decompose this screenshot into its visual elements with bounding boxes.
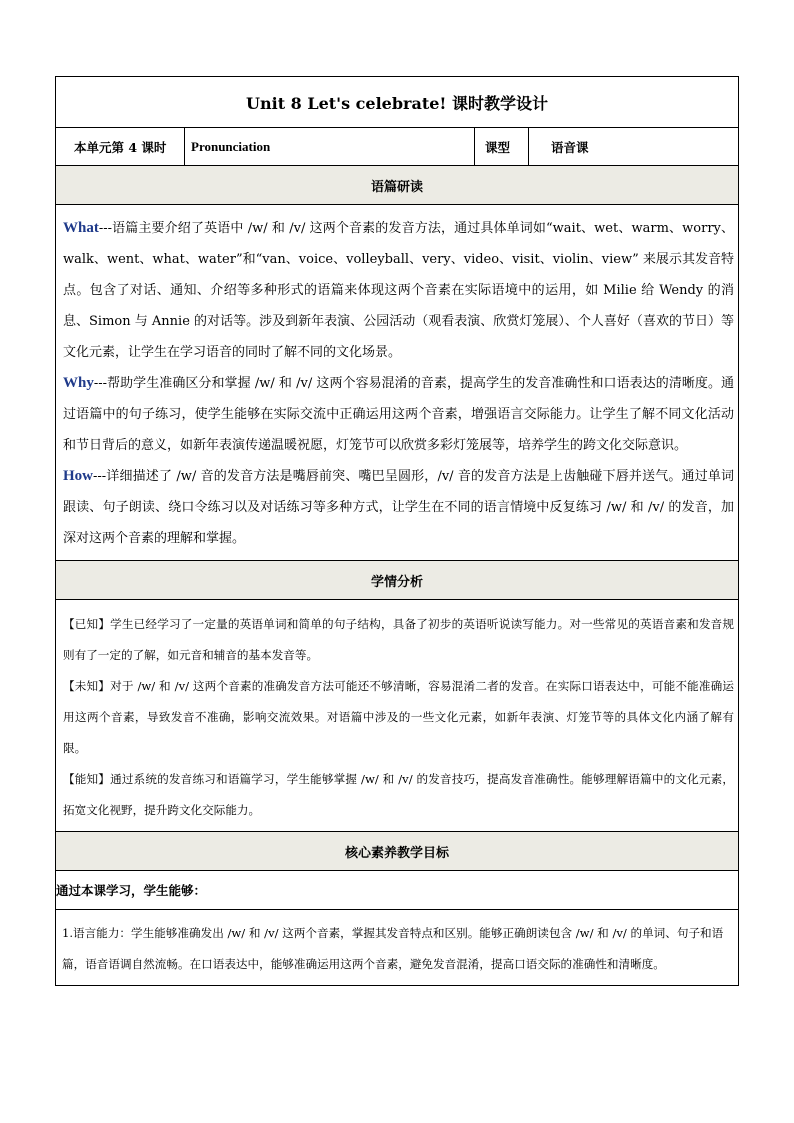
why-label: Why — [63, 375, 94, 391]
learner-analysis-content — [56, 600, 739, 832]
unknown-paragraph: 【未知】对于 /w/ 和 /v/ 这两个音素的准确发音方法可能还不够清晰，容易混淆二者的发音。在实际口语表达中，可能不能准确运用这两个音素，导致发音不准确，影响交流效果。对语篇中涉及的一些文化元素，如新年表演、灯笼节等的具体文化内涵了解有限。 — [63, 679, 735, 755]
why-paragraph — [63, 368, 734, 461]
document-title: Unit 8 Let's celebrate! 课时教学设计 — [56, 77, 739, 128]
text-study-content — [56, 205, 739, 561]
what-text: ---语篇主要介绍了英语中 /w/ 和 /v/ 这两个音素的发音方法，通过具体单词如“wait、wet、warm、worry、walk、went、what、water”和“van、voice、volleyball、very、video、visit、violin、view” 来展示其发音特点。包含了对话、通知、介绍等多种形式的语篇来体现这两个音素在实际语境中的运用，如 Milie 给 Wendy 的消息、Simon 与 Annie 的对话等。涉及到新年表演、公园活动（观看表演、欣赏灯笼展）、个人喜好（喜欢的节日）等文化元素，让学生在学习语音的同时了解不同的文化场景。 — [63, 221, 735, 360]
section-heading-learner-analysis: 学情分析 — [56, 561, 739, 600]
how-text: ---详细描述了 /w/ 音的发音方法是嘴唇前突、嘴巴呈圆形，/v/ 音的发音方法是上齿触碰下唇并送气。通过单词跟读、句子朗读、绕口令练习以及对话练习等多种方式，让学生在不同的语言情境中反复练习 /w/ 和 /v/ 的发音，加深对这两个音素的理解和掌握。 — [63, 469, 735, 546]
lesson-type-label: 课型 — [475, 128, 529, 166]
known-paragraph: 【已知】学生已经学习了一定量的英语单词和简单的句子结构，具备了初步的英语听说读写能力。对一些常见的英语音素和发音规则有了一定的了解，如元音和辅音的基本发音等。 — [63, 617, 735, 662]
able-paragraph: 【能知】通过系统的发音练习和语篇学习，学生能够掌握 /w/ 和 /v/ 的发音技巧，提高发音准确性。能够理解语篇中的文化元素，拓宽文化视野，提升跨文化交际能力。 — [63, 772, 735, 817]
lesson-topic: Pronunciation — [185, 128, 475, 166]
section-heading-core-goals: 核心素养教学目标 — [56, 832, 739, 871]
how-paragraph — [63, 461, 734, 554]
what-label: What — [63, 220, 99, 236]
meta-row — [56, 128, 739, 166]
goals-content — [56, 910, 739, 986]
section-heading-text-study: 语篇研读 — [56, 166, 739, 205]
goals-intro: 通过本课学习，学生能够： — [56, 871, 739, 910]
lesson-number: 本单元第 4 课时 — [56, 128, 185, 166]
lesson-plan-table — [55, 76, 739, 986]
what-paragraph — [63, 213, 734, 368]
why-text: ---帮助学生准确区分和掌握 /w/ 和 /v/ 这两个容易混淆的音素，提高学生的发音准确性和口语表达的清晰度。通过语篇中的句子练习，使学生能够在实际交流中正确运用这两个音素，增强语言交际能力。让学生了解不同文化活动和节日背后的意义，如新年表演传递温暖祝愿，灯笼节可以欣赏多彩灯笼展等，培养学生的跨文化交际意识。 — [63, 376, 735, 453]
how-label: How — [63, 468, 93, 484]
goal-item-language: 1.语言能力：学生能够准确发出 /w/ 和 /v/ 这两个音素，掌握其发音特点和区别。能够正确朗读包含 /w/ 和 /v/ 的单词、句子和语篇，语音语调自然流畅。在口语表达中，能够准确运用这两个音素，避免发音混淆，提高口语交际的准确性和清晰度。 — [62, 926, 724, 971]
lesson-type-value: 语音课 — [529, 128, 739, 166]
